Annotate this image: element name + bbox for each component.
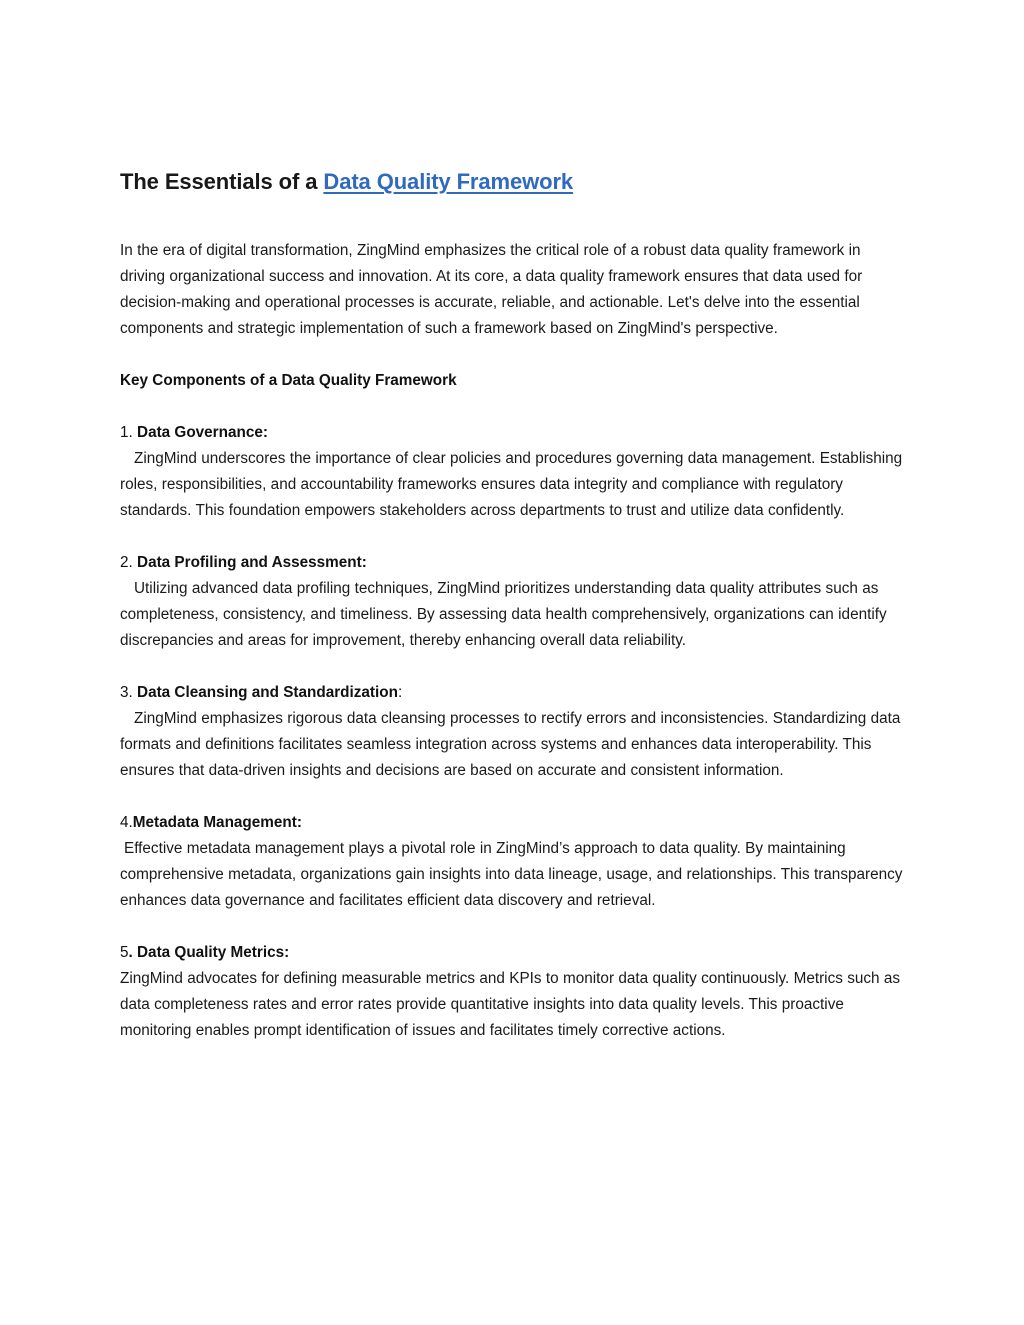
- title-spacer: [120, 196, 908, 238]
- intro-spacer: [120, 342, 908, 368]
- section-label-5: . Data Quality Metrics:: [128, 944, 290, 961]
- components-heading-spacer: [120, 394, 908, 420]
- section-body-1: ZingMind underscores the importance of clear policies and procedures governing data management. Establishing roles, responsibilities, and accountability frameworks ensures data integrity and compliance with regulatory standards. This foundation empowers stakeholders across departments to trust and utilize data confidently.: [120, 450, 903, 519]
- section-number-4: 4.: [120, 814, 133, 831]
- section-heading-4: [120, 810, 908, 836]
- section-4-spacer: [120, 914, 908, 940]
- section-label-3: Data Cleansing and Standardization: [137, 684, 398, 701]
- section-heading-1: [120, 420, 908, 446]
- intro-paragraph: In the era of digital transformation, ZingMind emphasizes the critical role of a robust data quality framework in driving organizational success and innovation. At its core, a data quality framework ensures that data used for decision-making and operational processes is accurate, reliable, and actionable. Let's delve into the essential components and strategic implementation of such a framework based on ZingMind's perspective.: [120, 242, 863, 337]
- section-number-2: 2.: [120, 554, 138, 571]
- section-number-5: 5: [120, 944, 129, 961]
- section-2-spacer: [120, 654, 908, 680]
- section-body-2: Utilizing advanced data profiling techniques, ZingMind prioritizes understanding data quality attributes such as completeness, consistency, and timeliness. By assessing data health comprehensively, organizations can identify discrepancies and areas for improvement, thereby enhancing overall data reliability.: [120, 580, 887, 649]
- section-body-4: Effective metadata management plays a pivotal role in ZingMind’s approach to data quality. By maintaining comprehensive metadata, organizations gain insights into data lineage, usage, and relationships. This transparency enhances data governance and facilitates efficient data discovery and retrieval.: [120, 840, 903, 909]
- section-label-1: Data Governance:: [137, 424, 268, 441]
- section-data-quality-metrics: [120, 940, 908, 1044]
- section-body-5: ZingMind advocates for defining measurable metrics and KPIs to monitor data quality continuously. Metrics such as data completeness rates and error rates provide quantitative insights into data quality levels. This proactive monitoring enables prompt identification of issues and facilitates timely corrective actions.: [120, 970, 901, 1039]
- section-body-3: ZingMind emphasizes rigorous data cleansing processes to rectify errors and inconsistencies. Standardizing data formats and definitions facilitates seamless integration across systems and enhances data interoperability. This ensures that data-driven insights and decisions are based on accurate and consistent information.: [120, 710, 901, 779]
- section-heading-2: [120, 550, 908, 576]
- section-number-3: 3.: [120, 684, 138, 701]
- section-data-cleansing-and-standardization: [120, 680, 908, 784]
- data-quality-framework-link[interactable]: Data Quality Framework: [323, 169, 574, 194]
- section-data-governance: [120, 420, 908, 524]
- section-label-2: Data Profiling and Assessment:: [137, 554, 367, 571]
- section-metadata-management: [120, 810, 908, 914]
- section-heading-5: [120, 940, 908, 966]
- section-heading-3: [120, 680, 908, 706]
- page-title: [120, 168, 908, 196]
- section-tail-3: :: [397, 684, 403, 701]
- key-components-heading: Key Components of a Data Quality Framework: [120, 372, 457, 389]
- section-data-profiling-and-assessment: [120, 550, 908, 654]
- section-number-1: 1.: [120, 424, 138, 441]
- section-label-4: Metadata Management:: [132, 814, 302, 831]
- page-title-static-text: The Essentials of a: [120, 169, 324, 194]
- section-3-spacer: [120, 784, 908, 810]
- section-1-spacer: [120, 524, 908, 550]
- document-content: [120, 168, 908, 1044]
